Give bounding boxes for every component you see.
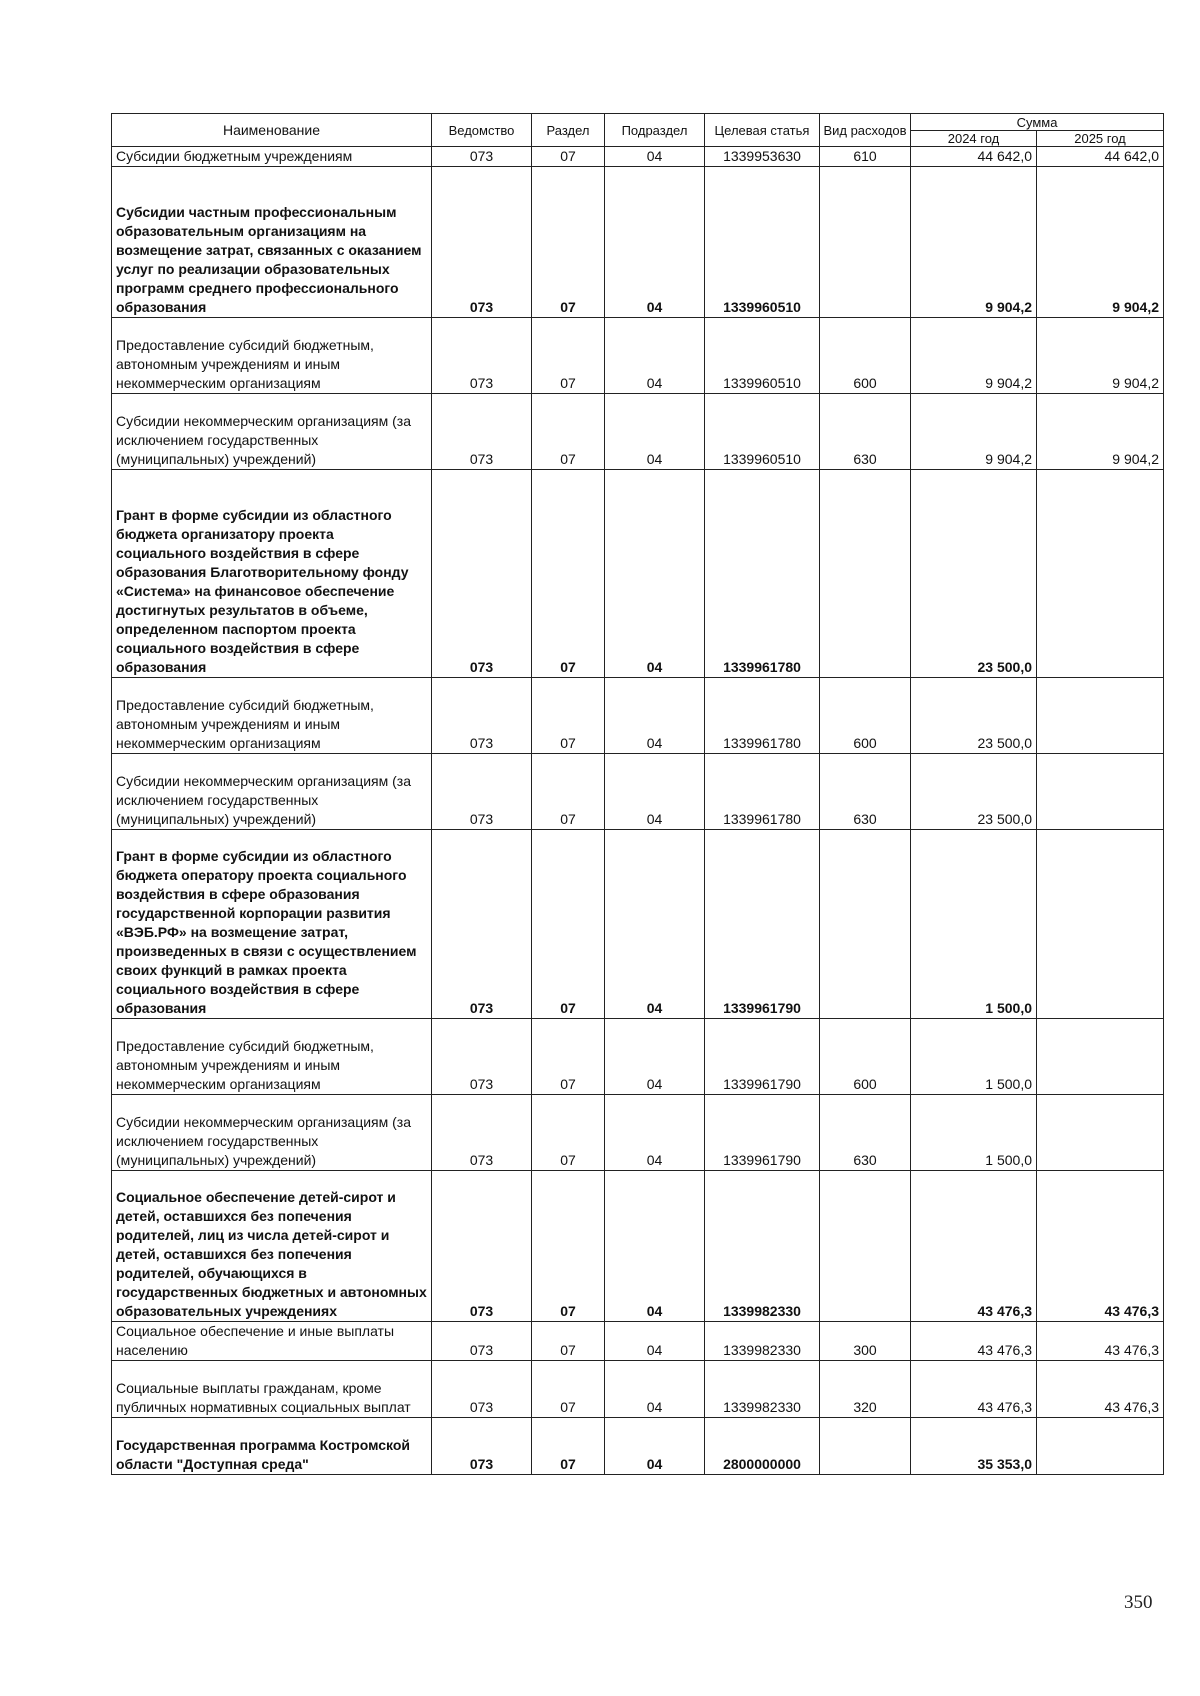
cell-sum-2024: 9 904,2 (911, 167, 1037, 318)
cell-subsection: 04 (605, 1322, 705, 1361)
cell-dept: 073 (432, 1095, 532, 1171)
cell-exptype (820, 830, 911, 1019)
cell-sum-2025: 9 904,2 (1037, 394, 1164, 470)
cell-target: 1339982330 (705, 1171, 820, 1322)
cell-target: 1339982330 (705, 1361, 820, 1418)
table-body (112, 147, 1164, 1475)
cell-section: 07 (532, 1095, 605, 1171)
cell-exptype (820, 1171, 911, 1322)
cell-dept: 073 (432, 318, 532, 394)
table-row (112, 754, 1164, 830)
cell-sum-2024: 1 500,0 (911, 1019, 1037, 1095)
cell-dept: 073 (432, 394, 532, 470)
cell-target: 1339982330 (705, 1322, 820, 1361)
cell-section: 07 (532, 754, 605, 830)
cell-sum-2025: 9 904,2 (1037, 318, 1164, 394)
table-row (112, 167, 1164, 318)
cell-target: 1339961790 (705, 1095, 820, 1171)
header-dept: Ведомство (432, 114, 532, 147)
header-subsection: Подраздел (605, 114, 705, 147)
table-row (112, 470, 1164, 678)
cell-sum-2025 (1037, 830, 1164, 1019)
cell-name: Субсидии бюджетным учреждениям (112, 147, 432, 167)
cell-sum-2024: 9 904,2 (911, 394, 1037, 470)
cell-subsection: 04 (605, 1019, 705, 1095)
cell-sum-2024: 1 500,0 (911, 830, 1037, 1019)
cell-exptype: 320 (820, 1361, 911, 1418)
cell-target: 1339960510 (705, 167, 820, 318)
table-row (112, 1019, 1164, 1095)
cell-subsection: 04 (605, 830, 705, 1019)
cell-name: Субсидии некоммерческим организациям (за исключением государственных (муниципальных) учреждений) (112, 1095, 432, 1171)
cell-section: 07 (532, 1019, 605, 1095)
cell-sum-2025 (1037, 678, 1164, 754)
cell-sum-2024: 43 476,3 (911, 1171, 1037, 1322)
header-name: Наименование (112, 114, 432, 147)
table-row (112, 678, 1164, 754)
cell-subsection: 04 (605, 394, 705, 470)
cell-name: Субсидии некоммерческим организациям (за исключением государственных (муниципальных) учреждений) (112, 754, 432, 830)
cell-sum-2024: 35 353,0 (911, 1418, 1037, 1475)
table-row (112, 830, 1164, 1019)
cell-sum-2025: 43 476,3 (1037, 1322, 1164, 1361)
table-row (112, 318, 1164, 394)
cell-subsection: 04 (605, 147, 705, 167)
table-row (112, 147, 1164, 167)
cell-target: 1339960510 (705, 394, 820, 470)
cell-exptype (820, 1418, 911, 1475)
cell-dept: 073 (432, 1019, 532, 1095)
cell-name: Социальные выплаты гражданам, кроме публичных нормативных социальных выплат (112, 1361, 432, 1418)
cell-sum-2024: 43 476,3 (911, 1322, 1037, 1361)
cell-exptype: 600 (820, 1019, 911, 1095)
cell-dept: 073 (432, 1361, 532, 1418)
header-target: Целевая статья (705, 114, 820, 147)
cell-sum-2025: 43 476,3 (1037, 1171, 1164, 1322)
cell-target: 1339961780 (705, 470, 820, 678)
page-number: 350 (1124, 1592, 1153, 1613)
cell-subsection: 04 (605, 1361, 705, 1418)
cell-target: 1339961790 (705, 830, 820, 1019)
cell-subsection: 04 (605, 1171, 705, 1322)
cell-subsection: 04 (605, 678, 705, 754)
cell-section: 07 (532, 1171, 605, 1322)
table-row (112, 1361, 1164, 1418)
cell-target: 1339961790 (705, 1019, 820, 1095)
cell-section: 07 (532, 830, 605, 1019)
cell-exptype: 300 (820, 1322, 911, 1361)
cell-section: 07 (532, 678, 605, 754)
header-exptype: Вид расходов (820, 114, 911, 147)
cell-sum-2024: 44 642,0 (911, 147, 1037, 167)
cell-dept: 073 (432, 1171, 532, 1322)
cell-dept: 073 (432, 147, 532, 167)
cell-subsection: 04 (605, 754, 705, 830)
cell-sum-2025 (1037, 470, 1164, 678)
cell-sum-2024: 23 500,0 (911, 678, 1037, 754)
cell-name: Субсидии некоммерческим организациям (за исключением государственных (муниципальных) учреждений) (112, 394, 432, 470)
cell-sum-2025 (1037, 1418, 1164, 1475)
cell-dept: 073 (432, 830, 532, 1019)
cell-name: Государственная программа Костромской области "Доступная среда" (112, 1418, 432, 1475)
table-row (112, 394, 1164, 470)
cell-dept: 073 (432, 470, 532, 678)
budget-table (111, 113, 1164, 1475)
cell-target: 1339961780 (705, 678, 820, 754)
cell-target: 1339953630 (705, 147, 820, 167)
cell-exptype: 600 (820, 318, 911, 394)
cell-section: 07 (532, 167, 605, 318)
cell-name: Предоставление субсидий бюджетным, автономным учреждениям и иным некоммерческим организациям (112, 678, 432, 754)
cell-name: Предоставление субсидий бюджетным, автономным учреждениям и иным некоммерческим организациям (112, 1019, 432, 1095)
cell-subsection: 04 (605, 1418, 705, 1475)
cell-sum-2025: 9 904,2 (1037, 167, 1164, 318)
cell-sum-2025: 44 642,0 (1037, 147, 1164, 167)
cell-sum-2024: 9 904,2 (911, 318, 1037, 394)
cell-subsection: 04 (605, 1095, 705, 1171)
header-sum: Сумма (911, 114, 1164, 131)
cell-sum-2025 (1037, 754, 1164, 830)
cell-section: 07 (532, 318, 605, 394)
header-year-2025: 2025 год (1037, 131, 1164, 147)
cell-exptype: 630 (820, 754, 911, 830)
table-row (112, 1322, 1164, 1361)
cell-exptype (820, 167, 911, 318)
cell-sum-2024: 23 500,0 (911, 470, 1037, 678)
cell-dept: 073 (432, 754, 532, 830)
cell-section: 07 (532, 394, 605, 470)
cell-name: Социальное обеспечение и иные выплаты населению (112, 1322, 432, 1361)
header-section: Раздел (532, 114, 605, 147)
cell-target: 2800000000 (705, 1418, 820, 1475)
table-row (112, 1095, 1164, 1171)
header-year-2024: 2024 год (911, 131, 1037, 147)
cell-name: Социальное обеспечение детей-сирот и детей, оставшихся без попечения родителей, лиц из числа детей-сирот и детей, оставшихся без попечения родителей, обучающихся в государственных бюджетных и автономных образовательных учреждениях (112, 1171, 432, 1322)
cell-section: 07 (532, 470, 605, 678)
cell-dept: 073 (432, 1418, 532, 1475)
cell-exptype: 630 (820, 1095, 911, 1171)
cell-sum-2024: 1 500,0 (911, 1095, 1037, 1171)
cell-exptype: 610 (820, 147, 911, 167)
cell-name: Предоставление субсидий бюджетным, автономным учреждениям и иным некоммерческим организациям (112, 318, 432, 394)
cell-subsection: 04 (605, 167, 705, 318)
cell-name: Грант в форме субсидии из областного бюджета оператору проекта социального воздействия в сфере образования государственной корпорации развития «ВЭБ.РФ» на возмещение затрат, произведенных в связи с осуществлением своих функций в рамках проекта социального воздействия в сфере образования (112, 830, 432, 1019)
cell-sum-2024: 23 500,0 (911, 754, 1037, 830)
cell-sum-2024: 43 476,3 (911, 1361, 1037, 1418)
cell-exptype: 630 (820, 394, 911, 470)
table-row (112, 1418, 1164, 1475)
cell-section: 07 (532, 1361, 605, 1418)
cell-target: 1339961780 (705, 754, 820, 830)
cell-dept: 073 (432, 1322, 532, 1361)
cell-exptype (820, 470, 911, 678)
cell-dept: 073 (432, 678, 532, 754)
cell-section: 07 (532, 147, 605, 167)
cell-dept: 073 (432, 167, 532, 318)
table-row (112, 1171, 1164, 1322)
cell-sum-2025 (1037, 1095, 1164, 1171)
cell-section: 07 (532, 1322, 605, 1361)
cell-subsection: 04 (605, 470, 705, 678)
cell-name: Грант в форме субсидии из областного бюджета организатору проекта социального воздействия в сфере образования Благотворительному фонду «Система» на финансовое обеспечение достигнутых результатов в объеме, определенном паспортом проекта социального воздействия в сфере образования (112, 470, 432, 678)
cell-sum-2025 (1037, 1019, 1164, 1095)
cell-target: 1339960510 (705, 318, 820, 394)
cell-name: Субсидии частным профессиональным образовательным организациям на возмещение затрат, связанных с оказанием услуг по реализации образовательных программ среднего профессионального образования (112, 167, 432, 318)
cell-exptype: 600 (820, 678, 911, 754)
cell-subsection: 04 (605, 318, 705, 394)
cell-sum-2025: 43 476,3 (1037, 1361, 1164, 1418)
cell-section: 07 (532, 1418, 605, 1475)
